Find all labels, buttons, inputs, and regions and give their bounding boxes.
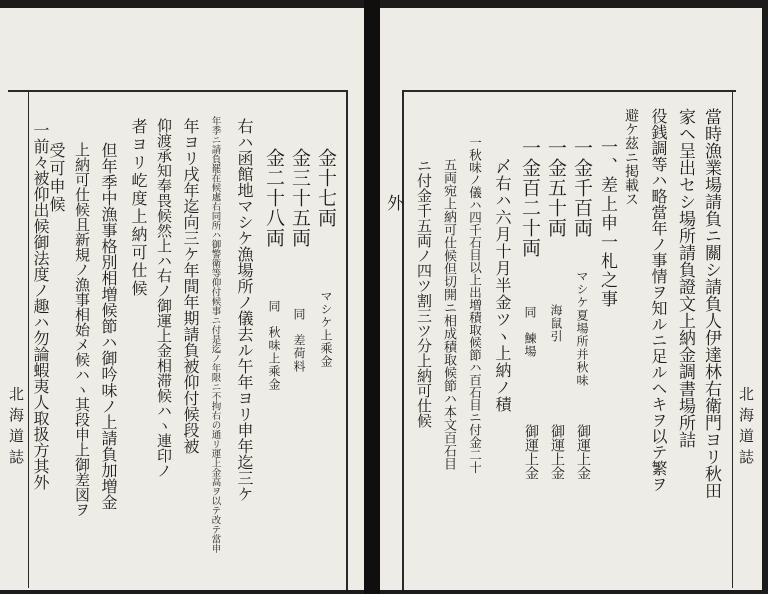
right-page-margin-title: 北海道誌 [737,386,755,470]
text-column: 避ケ茲ニ掲載ス [623,108,639,206]
text-column: 右ハ函館地マシケ漁場所ノ儀去ル午年ヨリ申年迄三ケ [235,118,254,502]
text-column: 五両宛上納可仕候但切開ニ相成積取候節ハ本文百石目 [441,158,456,470]
note-column: 同 秋味上乘金 [267,300,281,391]
text-column: 役銭調等ハ略當年ノ事情ヲ知ルニ足ルヘキヲ以テ繁ヲ [649,108,668,492]
left-page [0,8,364,590]
text-column: 仰渡承知奉畏候然上ハ右ノ御運上金相滞候ハヽ連印ノ [155,118,173,478]
text-column: 金十七両 [315,148,337,228]
text-column: 上納可仕候且新規ノ漁事相始メ候ハヽ其段申上御差図ヲ [73,142,91,517]
text-column: ニ付金千五両ノ四ツ割三ツ分上納可仕候 [415,158,433,428]
note-column: マシケ夏場所并秋味 [575,270,589,387]
note-column: 御運上金 [575,424,591,480]
text-column: 一金五十両 [545,138,567,238]
margin-rule [28,92,29,588]
text-column: 家ヘ呈出セシ場所請負證文上納金調書場所詰 [675,108,695,448]
text-column: 一金百二十両 [519,138,541,258]
note-column: 同 差荷料 [292,308,306,373]
note-column: 御運上金 [549,424,565,480]
text-column: 年季ニ請負罷在候處右同所ハ御警衛等仰付候事ニ付是迄ノ年限ニ不拘右の通リ運上金高ヲ以テ改テ當申 [209,116,221,553]
margin-rule [732,92,733,588]
text-column: 一前々被仰出候御法度ノ趣ハ勿論蝦夷人取扱方其外 [31,122,50,490]
text-column: 受可申候 [47,142,66,214]
text-column: 年ヨリ戌年迄向三ケ年間年期請負被仰付候段被 [181,118,200,454]
text-column: 〆右ハ六月十月半金ツヽ上納ノ積 [493,158,512,413]
text-column: 一金千百両 [571,138,593,238]
right-page [380,8,762,590]
text-column: 外 [383,194,403,212]
note-column: 海鼠引 [549,304,563,343]
text-column: 一秋味ノ儀ハ四千石目以上出増積取候節ハ百石目ニ付金二十 [467,136,483,474]
text-column: 金二十八両 [263,148,285,248]
text-column: 但年季中漁事格別相増候節ハ御吟味ノ上請負加増金 [99,142,118,510]
left-page-margin-title: 北海道誌 [7,386,25,470]
text-column: 金三十五両 [289,148,311,248]
book-gutter [364,0,380,594]
text-column: 一、差上申一札之事 [597,138,617,309]
note-column: マシケ上乘金 [319,290,333,368]
text-column: 者ヨリ屹度上納可仕候 [129,118,148,298]
note-column: 御運上金 [523,424,539,480]
note-column: 同 鰊場 [523,306,537,358]
text-column: 當時漁業場請負ニ關シ請負人伊達林右衛門ヨリ秋田 [701,108,721,499]
